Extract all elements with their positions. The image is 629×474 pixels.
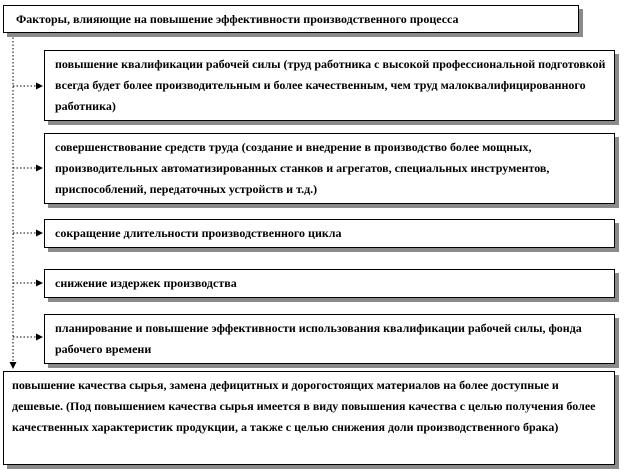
factor-text-3: сокращение длительности производственного цикла [55, 226, 342, 240]
factor-text-5: планирование и повышение эффективности использования квалификации рабочей силы, фонда рабочего времени [55, 321, 582, 356]
factor-text-4: снижение издержек производства [55, 276, 237, 290]
factor-box-5 [44, 314, 615, 364]
factor-box-6 [3, 371, 615, 465]
factor-box-3 [44, 219, 615, 248]
factor-box-1 [44, 50, 615, 121]
root-factor-box [3, 5, 579, 33]
root-factor-text: Факторы, влияющие на повышение эффективности производственного процесса [16, 12, 459, 26]
factor-text-2: совершенствование средств труда (создание и внедрение в производство более мощных, производительных автоматизированных станков и агрегатов, специальных инструментов, приспособлений, передаточных устройств и т.д.) [55, 140, 550, 196]
factor-text-1: повышение квалификации рабочей силы (труд работника с высокой профессиональной подготовкой всегда будет более производительным и более качественным, чем труд малоквалифицированного работника) [55, 57, 606, 113]
factor-text-6: повышение качества сырья, замена дефицитных и дорогостоящих материалов на более доступные и дешевые. (Под повышением качества сырья имеется в виду повышения качества с целью получения более качественных характеристик продукции, а также с целью снижения доли производственного брака) [12, 378, 596, 434]
factor-box-4 [44, 269, 615, 298]
factor-box-2 [44, 133, 615, 204]
